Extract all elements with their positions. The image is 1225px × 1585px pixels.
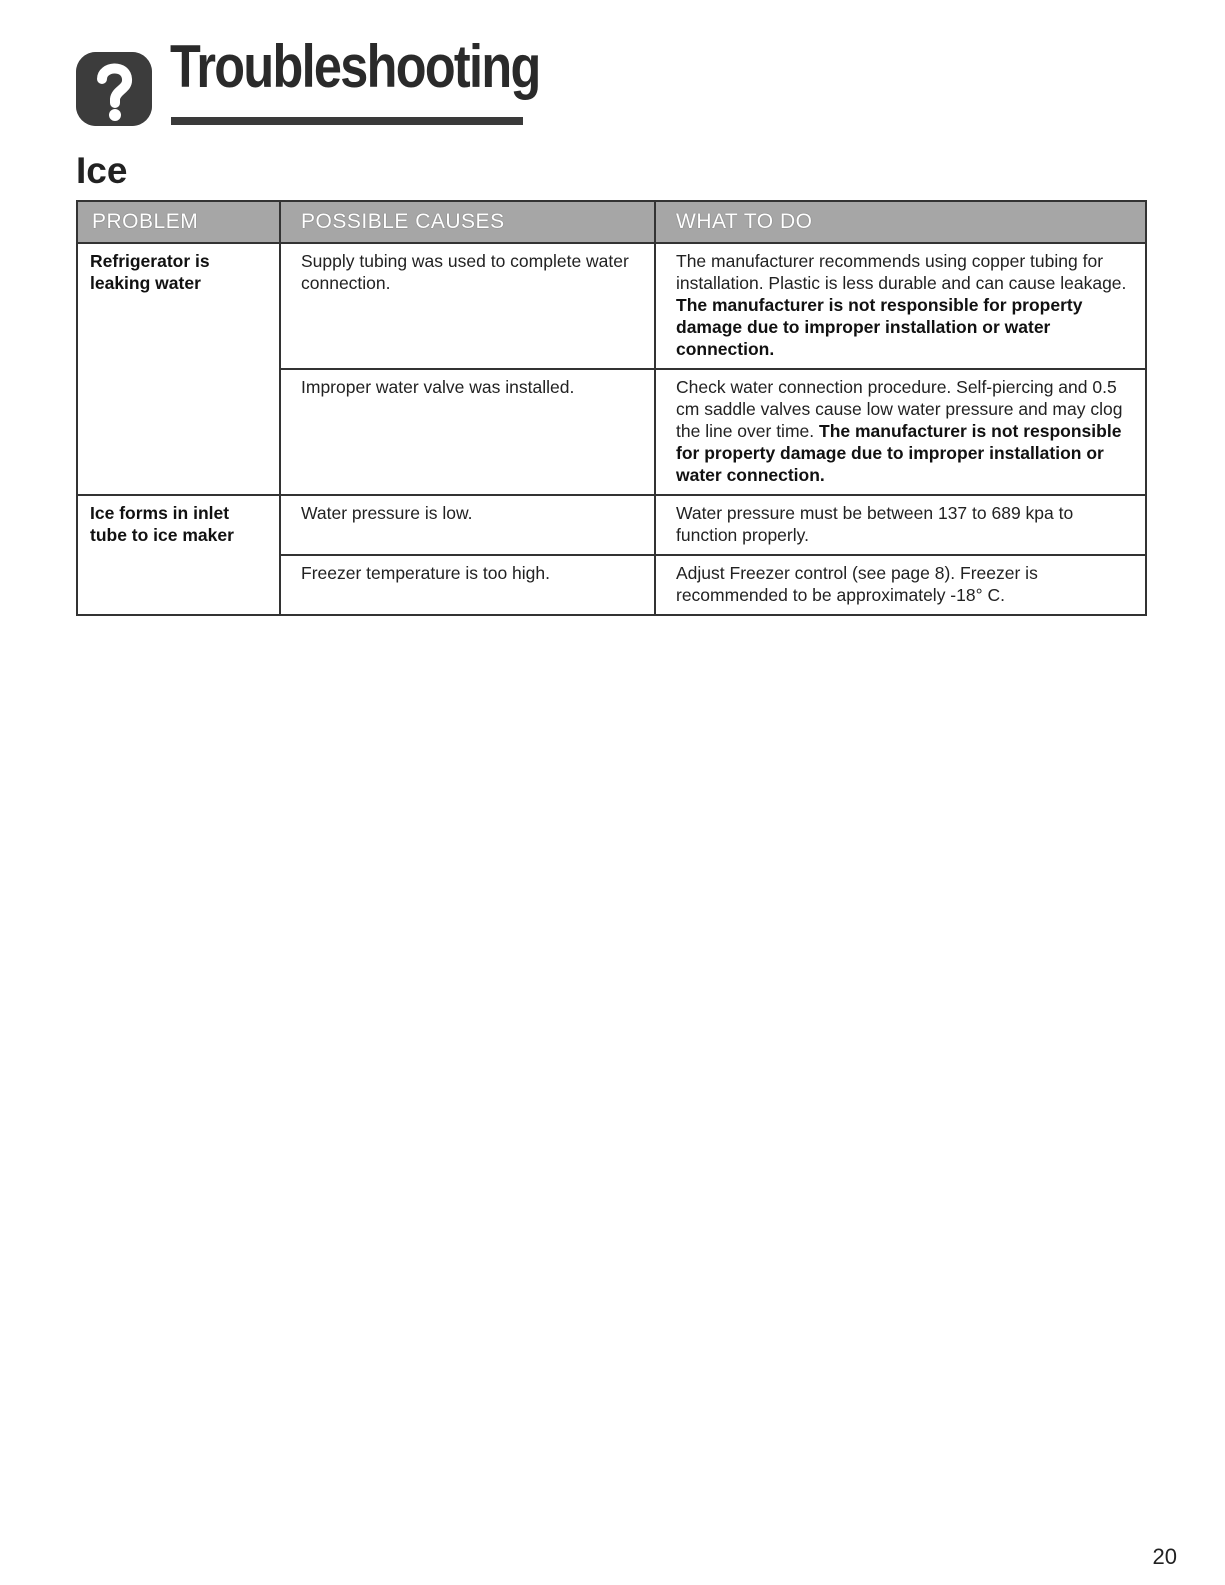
table-row <box>77 495 1146 555</box>
solution-cell <box>655 243 1146 369</box>
cause-cell: Improper water valve was installed. <box>280 369 655 495</box>
solution-cell <box>655 369 1146 495</box>
solution-text: Check water connection procedure. Self-piercing and 0.5 cm saddle valves cause low water pressure and may clog the line over time. <box>676 377 1123 441</box>
solution-cell <box>655 495 1146 555</box>
column-header-problem: PROBLEM <box>77 201 280 243</box>
page-number: 20 <box>1152 1544 1177 1569</box>
solution-cell <box>655 555 1146 615</box>
column-header-possible-causes: POSSIBLE CAUSES <box>280 201 655 243</box>
table-header-row <box>77 201 1146 243</box>
problem-cell: Ice forms in inlet tube to ice maker <box>77 495 280 615</box>
solution-warning: The manufacturer is not responsible for property damage due to improper installation or water connection. <box>676 421 1122 485</box>
solution-text: Adjust Freezer control (see page 8). Freezer is recommended to be approximately -18° C. <box>676 563 1038 605</box>
troubleshooting-table <box>76 200 1147 616</box>
title-underline <box>171 117 523 125</box>
question-mark-icon <box>76 52 152 126</box>
cause-cell: Freezer temperature is too high. <box>280 555 655 615</box>
solution-warning: The manufacturer is not responsible for property damage due to improper installation or water connection. <box>676 295 1083 359</box>
solution-text: Water pressure must be between 137 to 689 kpa to function properly. <box>676 503 1074 545</box>
table-row <box>77 243 1146 369</box>
section-title: Ice <box>76 150 128 191</box>
cause-cell: Water pressure is low. <box>280 495 655 555</box>
column-header-what-to-do: WHAT TO DO <box>655 201 1146 243</box>
cause-cell: Supply tubing was used to complete water connection. <box>280 243 655 369</box>
page-header <box>76 33 540 133</box>
problem-cell: Refrigerator is leaking water <box>77 243 280 495</box>
solution-text: The manufacturer recommends using copper tubing for installation. Plastic is less durable and can cause leakage. <box>676 251 1127 293</box>
page-title: Troubleshooting <box>170 33 540 100</box>
